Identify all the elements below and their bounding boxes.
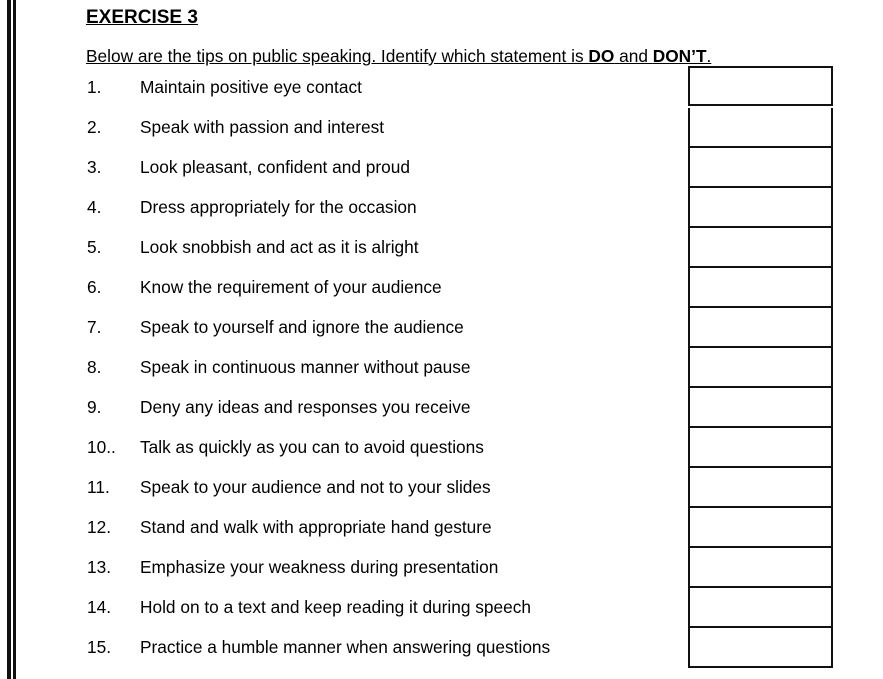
- item-text: Look snobbish and act as it is alright: [140, 237, 419, 257]
- item-number: 14.: [87, 597, 112, 617]
- exercise-title: EXERCISE 3: [86, 7, 198, 28]
- instruction-text: .: [706, 46, 712, 66]
- item-number: 7.: [87, 317, 102, 337]
- answer-box[interactable]: [688, 348, 833, 388]
- item-text: Speak with passion and interest: [140, 117, 385, 137]
- item-text: Dress appropriately for the occasion: [140, 197, 417, 217]
- item-number: 9.: [87, 397, 102, 417]
- answer-box[interactable]: [688, 228, 833, 268]
- item-number: 12.: [87, 517, 112, 537]
- item-text: Maintain positive eye contact: [140, 77, 362, 97]
- item-number: 1.: [87, 77, 102, 97]
- answer-box[interactable]: [688, 388, 833, 428]
- item-text: Deny any ideas and responses you receive: [140, 397, 471, 417]
- item-number: 13.: [87, 557, 112, 577]
- answer-box[interactable]: [688, 148, 833, 188]
- item-number: 15.: [87, 637, 112, 657]
- item-number: 6.: [87, 277, 102, 297]
- item-text: Speak to your audience and not to your slides: [140, 477, 491, 497]
- instructions: [86, 46, 711, 67]
- item-text: Speak in continuous manner without pause: [140, 357, 471, 377]
- item-number: 8.: [87, 357, 102, 377]
- item-number: 11.: [87, 477, 110, 497]
- instruction-text: Below are the tips on public speaking. Identify which statement is: [86, 46, 589, 66]
- item-text: Stand and walk with appropriate hand gesture: [140, 517, 492, 537]
- item-number: 2.: [87, 117, 102, 137]
- item-text: Look pleasant, confident and proud: [140, 157, 410, 177]
- item-text: Speak to yourself and ignore the audience: [140, 317, 464, 337]
- answer-box[interactable]: [688, 548, 833, 588]
- answer-box[interactable]: [688, 188, 833, 228]
- answer-box[interactable]: [688, 428, 833, 468]
- answer-box[interactable]: [688, 508, 833, 548]
- item-text: Talk as quickly as you can to avoid questions: [140, 437, 484, 457]
- item-text: Know the requirement of your audience: [140, 277, 442, 297]
- item-text: Hold on to a text and keep reading it during speech: [140, 597, 532, 617]
- item-text: Emphasize your weakness during presentation: [140, 557, 499, 577]
- answer-box[interactable]: [688, 468, 833, 508]
- item-number: 10..: [87, 437, 116, 457]
- answer-box[interactable]: [688, 308, 833, 348]
- do-label: DO: [588, 46, 615, 66]
- answer-box[interactable]: [688, 588, 833, 628]
- item-number: 3.: [87, 157, 102, 177]
- answer-box[interactable]: [688, 628, 833, 668]
- page-border-line: [7, 0, 11, 679]
- answer-box[interactable]: [688, 108, 833, 148]
- dont-label: DON’T: [652, 46, 707, 66]
- item-number: 5.: [87, 237, 102, 257]
- page-border-line: [13, 0, 16, 679]
- answer-box[interactable]: [688, 268, 833, 308]
- answer-box[interactable]: [688, 66, 833, 106]
- item-number: 4.: [87, 197, 102, 217]
- item-text: Practice a humble manner when answering questions: [140, 637, 551, 657]
- instruction-text: and: [614, 46, 653, 66]
